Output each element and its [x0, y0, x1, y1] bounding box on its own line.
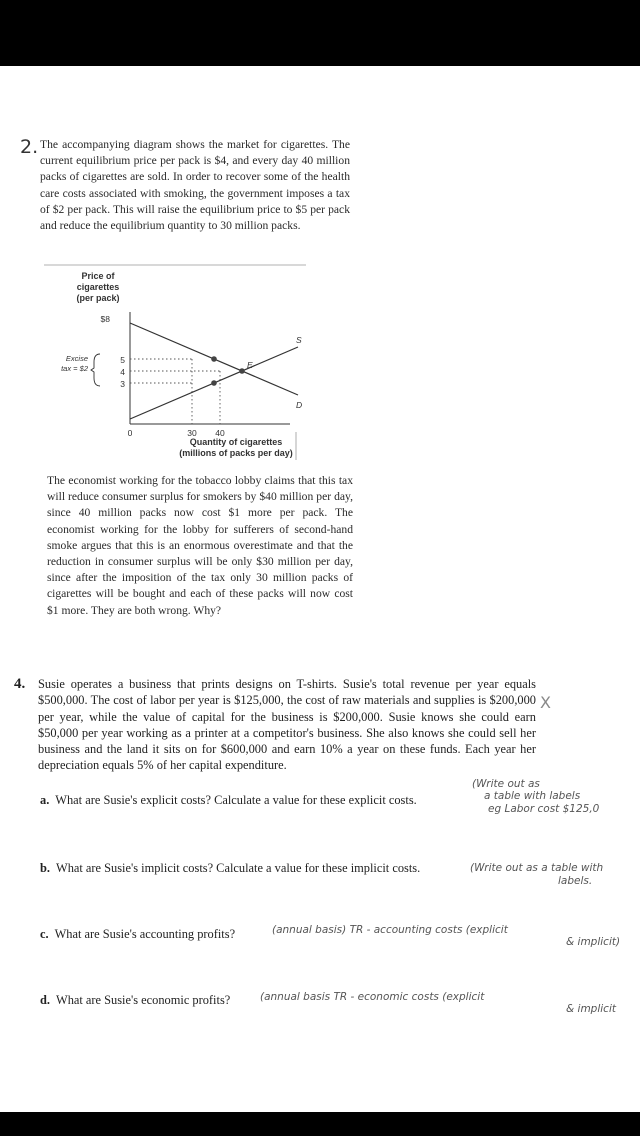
question-4b-text: What are Susie's implicit costs? Calculate a value for these implicit costs. [56, 861, 421, 875]
question-4a-letter: a. [40, 793, 50, 807]
question-4a [40, 793, 417, 808]
y-axis-label-line2: cigarettes [76, 282, 120, 292]
handwritten-note-b-line1: (Write out as a table with [470, 862, 604, 874]
question-4c-text: What are Susie's accounting profits? [54, 927, 236, 941]
y-axis-label-line1: Price of [81, 271, 115, 281]
question-4-number: 4. [14, 676, 26, 692]
handwritten-note-c-line1: (annual basis) TR - accounting costs (explicit [272, 924, 508, 936]
handwritten-note-d-line2: & implicit [566, 1003, 616, 1015]
question-4d-letter: d. [40, 993, 50, 1007]
question-2-economists-claims: The economist working for the tobacco lobby claims that this tax will reduce consumer surplus for smokers by $40 million per day, since 40 million packs now cost $1 more per pack. The economist working for the lobby for sufferers of second-hand smoke argues that this is an enormous overestimate and that the reduction in consumer surplus will be only $30 million per day, since after the imposition of the tax only 30 million packs of cigarettes will be bought and each of these packs will now cost $1 more. They are both wrong. Why? [47, 474, 353, 617]
y-tick-label-5: 5 [120, 355, 125, 365]
seller-price-point [211, 380, 217, 386]
question-2-intro: The accompanying diagram shows the market for cigarettes. The current equilibrium price per pack is $4, and every day 40 million packs of cigarettes are sold. In order to recover some of the health care costs associated with smoking, the government imposes a tax of $2 per pack. This will raise the equilibrium price to $5 per pack and reduce the equilibrium quantity to 30 million packs. [40, 138, 350, 233]
question-4c [40, 927, 235, 942]
equilibrium-point [239, 368, 245, 374]
handwritten-note-a-line3: eg Labor cost $125,0 [488, 803, 600, 815]
question-4b [40, 861, 420, 876]
x-axis-label-line2: (millions of packs per day) [179, 448, 293, 458]
excise-label-line2: tax = $2 [61, 364, 88, 373]
question-4-text: Susie operates a business that prints designs on T-shirts. Susie's total revenue per year equals $500,000. The cost of labor per year is $125,000, the cost of raw materials and supplies is $200,000 per year, while the value of capital for the business is $200,000. Susie knows she could earn $50,000 per year working as a printer at a competitor's business. She also knows she could sell her business and the land it sits on for $600,000 and earn 10% a year on these funds. Each year her depreciation equals 5% of her capital expenditure. [38, 677, 536, 773]
x-axis-label-line1: Quantity of cigarettes [189, 437, 283, 447]
question-4a-text: What are Susie's explicit costs? Calculate a value for these explicit costs. [55, 793, 417, 807]
x-tick-label-40: 40 [215, 428, 225, 438]
demand-curve-label: D [296, 400, 303, 410]
tax-price-point [211, 356, 217, 362]
handwritten-note-d-line1: (annual basis TR - economic costs (explicit [260, 991, 485, 1003]
equilibrium-label: E [247, 360, 253, 370]
handwritten-note-a-line2: a table with labels [484, 790, 581, 802]
question-4c-letter: c. [40, 927, 49, 941]
handwritten-x-mark: X [540, 693, 551, 712]
y-axis-label-line3: (per pack) [76, 293, 120, 303]
supply-curve-label: S [296, 335, 302, 345]
handwritten-note-c-line2: & implicit) [566, 936, 621, 948]
question-4d-text: What are Susie's economic profits? [56, 993, 231, 1007]
excise-label-line1: Excise [65, 354, 88, 363]
x-tick-label-30: 30 [187, 428, 197, 438]
excise-brace [91, 354, 100, 386]
y-tick-label-8: $8 [100, 314, 110, 324]
cigarette-market-diagram [40, 262, 310, 462]
question-2-number: 2. [20, 136, 39, 158]
handwritten-note-a-line1: (Write out as [472, 778, 540, 790]
bottom-black-bar [0, 1112, 640, 1136]
top-black-bar [0, 0, 640, 66]
y-tick-label-4: 4 [120, 367, 125, 377]
handwritten-note-b-line2: labels. [558, 875, 593, 887]
y-tick-label-3: 3 [120, 379, 125, 389]
x-tick-label-0: 0 [127, 428, 133, 438]
question-4d [40, 993, 230, 1008]
diagram-svg [40, 262, 310, 462]
question-4b-letter: b. [40, 861, 50, 875]
